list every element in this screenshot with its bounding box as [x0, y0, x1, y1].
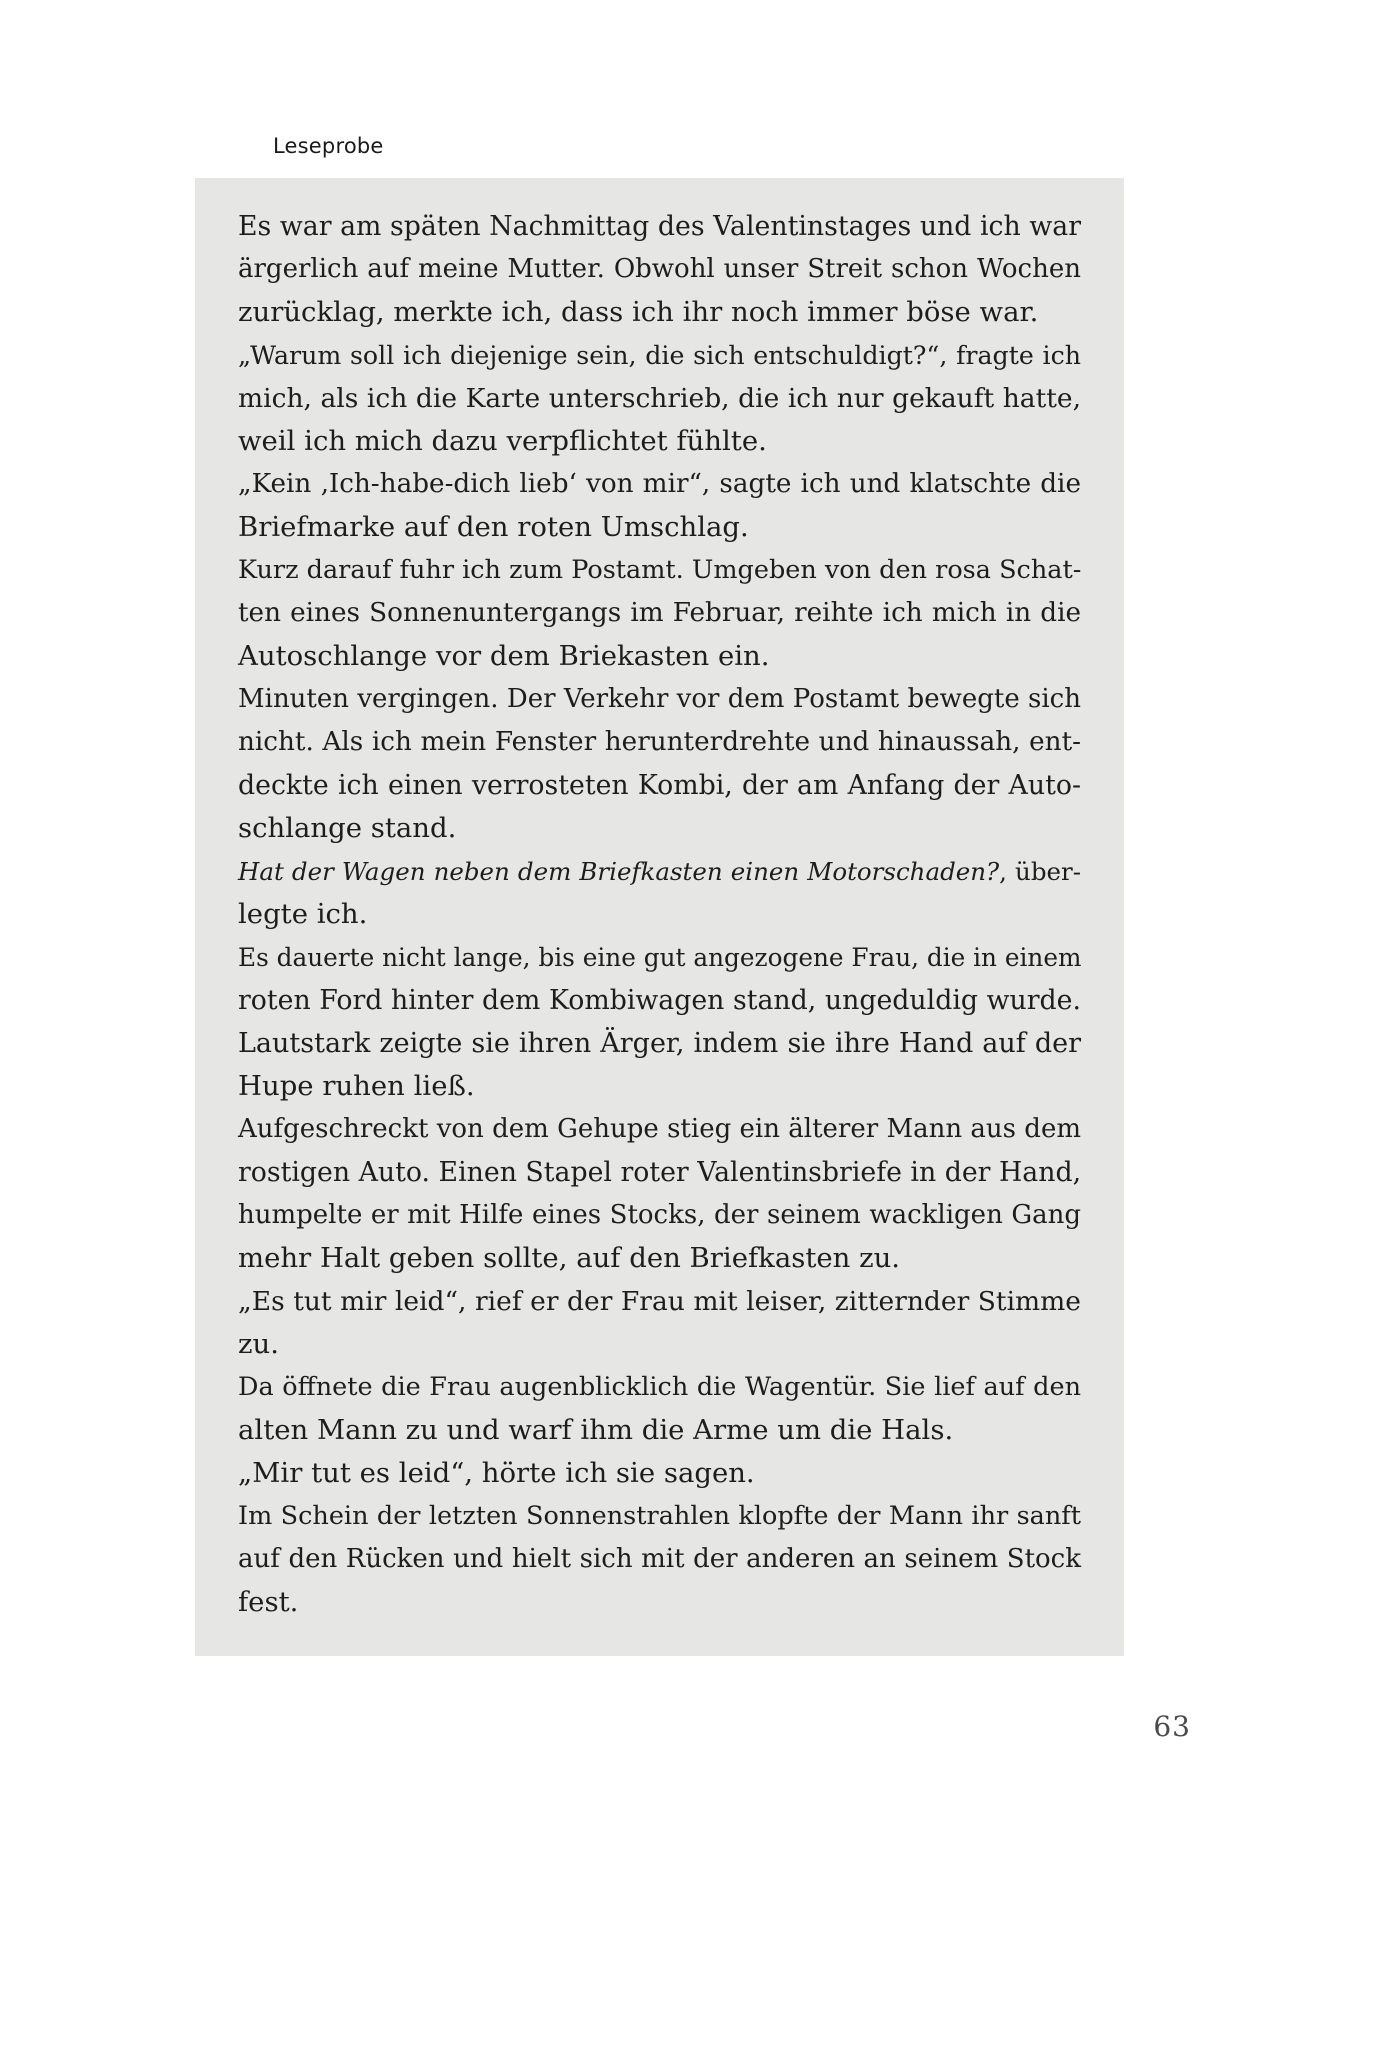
- text-line: Da öffnete die Frau augenblicklich die Wagentür. Sie lief auf den: [238, 1372, 1081, 1402]
- text-line: Autoschlange vor dem Briekasten ein.: [238, 640, 770, 672]
- text-line: schlange stand.: [238, 812, 457, 844]
- text-line: Hupe ruhen ließ.: [238, 1070, 475, 1102]
- line-text: , über-: [999, 857, 1081, 886]
- text-line: Im Schein der letzten Sonnenstrahlen klopfte der Mann ihr sanft: [238, 1501, 1081, 1531]
- italic-text: Hat der Wagen neben dem Briefkasten einen Motorschaden?: [238, 857, 1000, 886]
- excerpt-panel: [195, 178, 1124, 1656]
- text-line: ärgerlich auf meine Mutter. Obwohl unser Streit schon Wochen: [238, 254, 1081, 284]
- section-header: Leseprobe: [273, 134, 384, 158]
- text-line: roten Ford hinter dem Kombiwagen stand, ungeduldig wurde.: [238, 985, 1081, 1016]
- text-line: nicht. Als ich mein Fenster herunterdrehte und hinaussah, ent-: [238, 727, 1081, 757]
- text-line: weil ich mich dazu verpflichtet fühlte.: [238, 425, 767, 457]
- text-line: mehr Halt geben sollte, auf den Briefkasten zu.: [238, 1242, 901, 1274]
- text-line: Lautstark zeigte sie ihren Ärger, indem sie ihre Hand auf der: [238, 1028, 1081, 1059]
- text-line: alten Mann zu und warf ihm die Arme um die Hals.: [238, 1414, 954, 1446]
- text-line: ten eines Sonnenuntergangs im Februar, reihte ich mich in die: [238, 598, 1081, 628]
- text-line: [238, 850, 1081, 893]
- text-line: mich, als ich die Karte unterschrieb, die ich nur gekauft hatte,: [238, 383, 1081, 414]
- story-text: [238, 205, 1081, 1624]
- text-line: Briefmarke auf den roten Umschlag.: [238, 511, 749, 543]
- text-line: „Mir tut es leid“, hörte ich sie sagen.: [238, 1457, 755, 1489]
- text-line: „Kein ‚Ich-habe-dich lieb‘ von mir“, sagte ich und klatschte die: [238, 469, 1081, 499]
- text-line: Es war am späten Nachmittag des Valentinstages und ich war: [238, 211, 1081, 242]
- text-line: „Es tut mir leid“, rief er der Frau mit leiser, zitternder Stimme: [238, 1286, 1081, 1317]
- text-line: auf den Rücken und hielt sich mit der anderen an seinem Stock: [238, 1544, 1081, 1574]
- text-line: humpelte er mit Hilfe eines Stocks, der seinem wackligen Gang: [238, 1200, 1081, 1230]
- text-line: rostigen Auto. Einen Stapel roter Valentinsbriefe in der Hand,: [238, 1157, 1082, 1188]
- text-line: zu.: [238, 1328, 279, 1360]
- text-line: Minuten vergingen. Der Verkehr vor dem Postamt bewegte sich: [238, 684, 1081, 714]
- text-line: Aufgeschreckt von dem Gehupe stieg ein älterer Mann aus dem: [238, 1114, 1081, 1144]
- text-line: „Warum soll ich diejenige sein, die sich entschuldigt?“, fragte ich: [238, 341, 1081, 370]
- text-line: Es dauerte nicht lange, bis eine gut angezogene Frau, die in einem: [238, 943, 1082, 972]
- text-line: Kurz darauf fuhr ich zum Postamt. Umgeben von den rosa Schat-: [238, 555, 1082, 585]
- page-number: 63: [1153, 1710, 1191, 1743]
- text-line: fest.: [238, 1586, 299, 1618]
- text-line: zurücklag, merkte ich, dass ich ihr noch immer böse war.: [238, 296, 1039, 328]
- text-line: legte ich.: [238, 898, 368, 930]
- text-line: deckte ich einen verrosteten Kombi, der am Anfang der Auto-: [238, 770, 1081, 801]
